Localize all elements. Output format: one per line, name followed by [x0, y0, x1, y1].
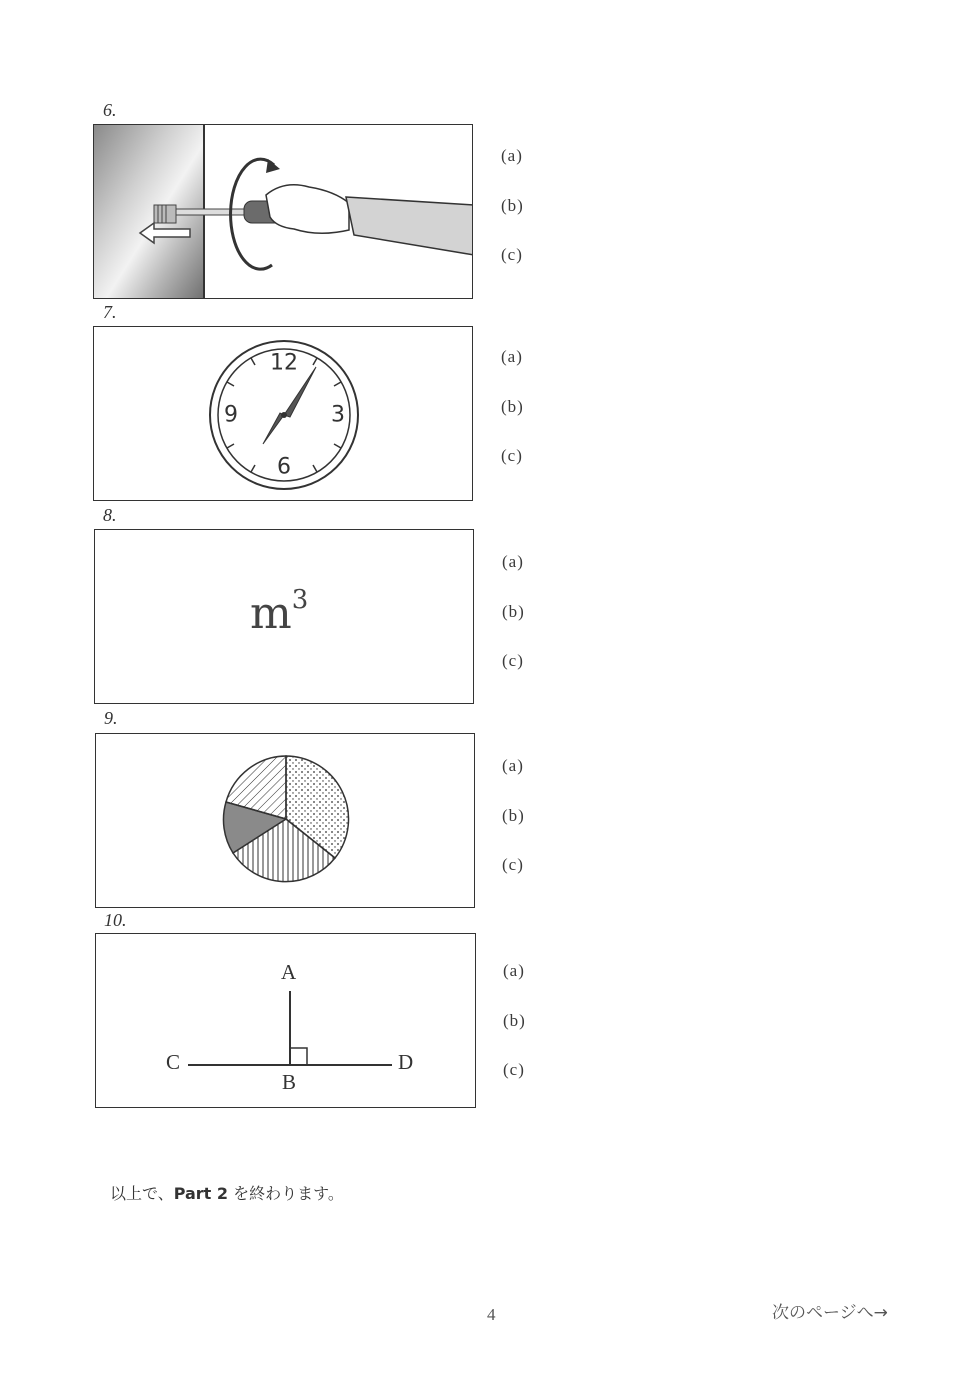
- label-c: C: [166, 1050, 181, 1074]
- question-number-8: 8.: [103, 505, 117, 525]
- option-c: (c): [502, 651, 524, 670]
- closing-message: [110, 1181, 344, 1204]
- question-8-picture: [94, 529, 474, 704]
- screwdriver-illustration: [94, 125, 473, 299]
- option-c: (c): [501, 245, 523, 264]
- unit-base: m: [250, 588, 292, 639]
- question-number-10: 10.: [104, 910, 127, 930]
- question-7-picture: [93, 326, 473, 501]
- clock-number-12: 12: [270, 350, 298, 376]
- option-b: (b): [501, 397, 524, 416]
- option-a: (a): [501, 347, 523, 366]
- question-6-picture: [93, 124, 473, 299]
- label-a: A: [281, 960, 297, 984]
- closing-before: 以上で、: [110, 1184, 174, 1203]
- option-a: (a): [502, 756, 524, 775]
- question-10-picture: [95, 933, 476, 1108]
- clock-number-3: 3: [331, 402, 345, 428]
- option-a: (a): [503, 961, 525, 980]
- option-b: (b): [501, 196, 524, 215]
- option-c: (c): [503, 1060, 525, 1079]
- clock-number-6: 6: [277, 454, 291, 480]
- option-a: (a): [502, 552, 524, 571]
- unit-exponent: 3: [291, 585, 309, 616]
- question-9-picture: [95, 733, 475, 908]
- closing-part-label: Part 2: [173, 1184, 229, 1203]
- clock-number-9: 9: [224, 402, 238, 428]
- option-b: (b): [502, 806, 525, 825]
- next-page-indicator: 次のページへ→: [772, 1303, 888, 1323]
- option-c: (c): [502, 855, 524, 874]
- page-number: 4: [487, 1305, 496, 1324]
- pie-chart-illustration: [96, 734, 475, 908]
- option-a: (a): [501, 146, 523, 165]
- option-c: (c): [501, 446, 523, 465]
- question-number-6: 6.: [103, 100, 117, 120]
- unit-symbol: [250, 585, 309, 639]
- option-b: (b): [503, 1011, 526, 1030]
- label-b: B: [282, 1070, 297, 1094]
- question-number-9: 9.: [104, 708, 118, 728]
- label-d: D: [398, 1050, 414, 1074]
- option-b: (b): [502, 602, 525, 621]
- closing-after: を終わります。: [228, 1184, 344, 1203]
- question-number-7: 7.: [103, 302, 117, 322]
